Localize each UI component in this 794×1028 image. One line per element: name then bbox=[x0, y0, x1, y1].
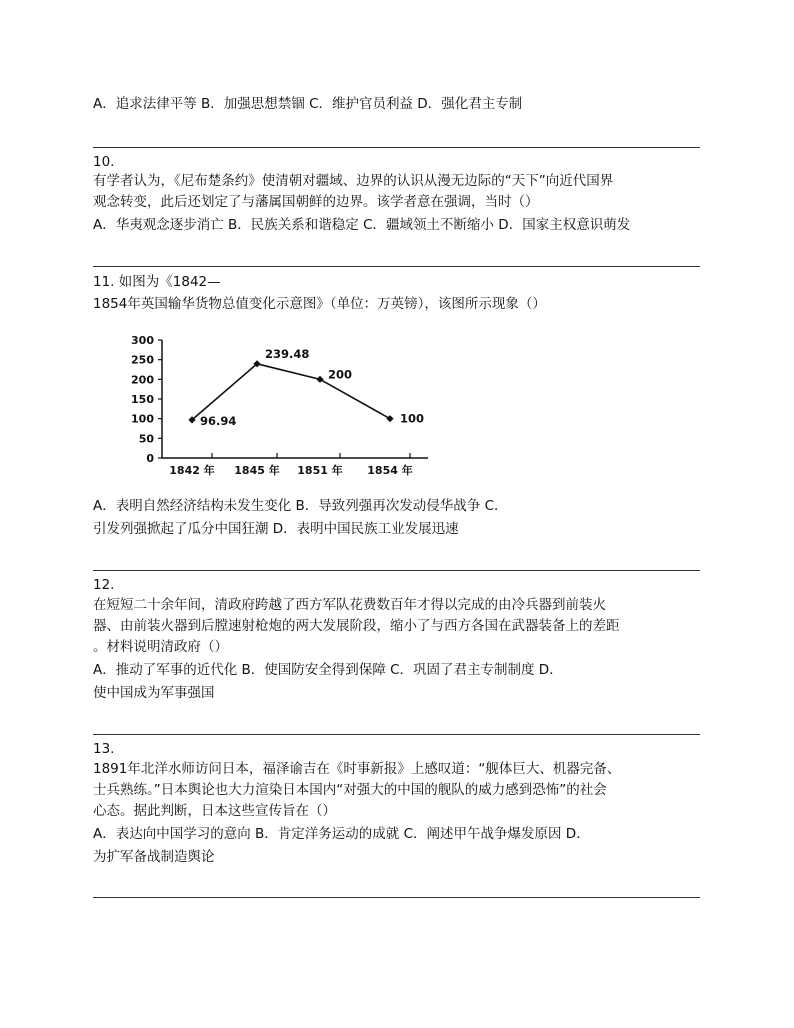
q12-stem: 器、由前装火器到后膛速射枪炮的两大发展阶段，缩小了与西方各国在武器装备上的差距 bbox=[93, 618, 620, 634]
data-point bbox=[386, 415, 393, 422]
q11-options: A．表明自然经济结构未发生变化 B．导致列强再次发动侵华战争 C． bbox=[93, 498, 508, 514]
q10-options: A．华夷观念逐步消亡 B．民族关系和谐稳定 C．疆域领土不断缩小 D．国家主权意识萌发 bbox=[93, 217, 631, 233]
q12-options: 使中国成为军事强国 bbox=[93, 685, 215, 701]
divider bbox=[93, 147, 700, 148]
q11-options: 引发列强掀起了瓜分中国狂潮 D．表明中国民族工业发展迅速 bbox=[93, 521, 459, 537]
y-tick-label: 0 bbox=[146, 452, 154, 465]
divider bbox=[93, 897, 700, 898]
q13-number: 13. bbox=[93, 741, 115, 757]
q9-options: A．追求法律平等 B．加强思想禁锢 C．维护官员利益 D．强化君主专制 bbox=[93, 96, 523, 112]
q10-stem: 有学者认为，《尼布楚条约》使清朝对疆域、边界的认识从漫无边际的“天下”向近代国界 bbox=[93, 173, 614, 189]
data-label: 239.48 bbox=[265, 346, 310, 361]
data-label: 96.94 bbox=[200, 413, 237, 428]
q12-stem: 。材料说明清政府（） bbox=[93, 639, 228, 655]
q12-number: 12. bbox=[93, 577, 115, 593]
line-chart bbox=[120, 330, 440, 480]
y-tick-label: 250 bbox=[131, 353, 154, 367]
q13-options: 为扩军备战制造舆论 bbox=[93, 849, 215, 865]
data-label: 200 bbox=[328, 367, 353, 382]
y-tick-label: 200 bbox=[131, 373, 154, 387]
y-tick-label: 50 bbox=[138, 432, 154, 446]
data-point bbox=[316, 376, 323, 383]
divider bbox=[93, 734, 700, 735]
x-tick-label: 1845 年 bbox=[234, 464, 280, 477]
x-tick-label: 1854 年 bbox=[367, 464, 413, 477]
y-tick-label: 100 bbox=[131, 412, 154, 426]
x-tick-label: 1851 年 bbox=[297, 464, 343, 477]
q10-stem: 观念转变，此后还划定了与藩属国朝鲜的边界。该学者意在强调，当时（） bbox=[93, 194, 539, 210]
data-label: 100 bbox=[400, 411, 425, 426]
q10-number: 10. bbox=[93, 154, 115, 170]
q13-stem: 1891年北洋水师访问日本，福泽谕吉在《时事新报》上感叹道：“舰体巨大、机器完备、 bbox=[93, 761, 621, 777]
q12-stem: 在短短二十余年间，清政府跨越了西方军队花费数百年才得以完成的由冷兵器到前装火 bbox=[93, 597, 606, 613]
y-tick-label: 300 bbox=[131, 334, 154, 347]
q13-options: A．表达向中国学习的意向 B．肯定洋务运动的成就 C．阐述甲午战争爆发原因 D． bbox=[93, 826, 590, 842]
x-tick-label: 1842 年 bbox=[169, 464, 215, 477]
y-tick-label: 150 bbox=[131, 393, 154, 406]
divider bbox=[93, 570, 700, 571]
q12-options: A．推动了军事的近代化 B．使国防安全得到保障 C．巩固了君主专制制度 D． bbox=[93, 662, 563, 678]
divider bbox=[93, 266, 700, 267]
q13-stem: 心态。据此判断，日本这些宣传旨在（） bbox=[93, 803, 336, 819]
q11-stem: 1854年英国输华货物总值变化示意图》（单位：万英镑），该图所示现象（） bbox=[93, 296, 546, 312]
q13-stem: 士兵熟练。”日本舆论也大力渲染日本国内“对强大的中国的舰队的威力感到恐怖”的社会 bbox=[93, 782, 607, 798]
series-line bbox=[192, 364, 390, 420]
q11-stem: 11. 如图为《1842— bbox=[93, 274, 221, 290]
